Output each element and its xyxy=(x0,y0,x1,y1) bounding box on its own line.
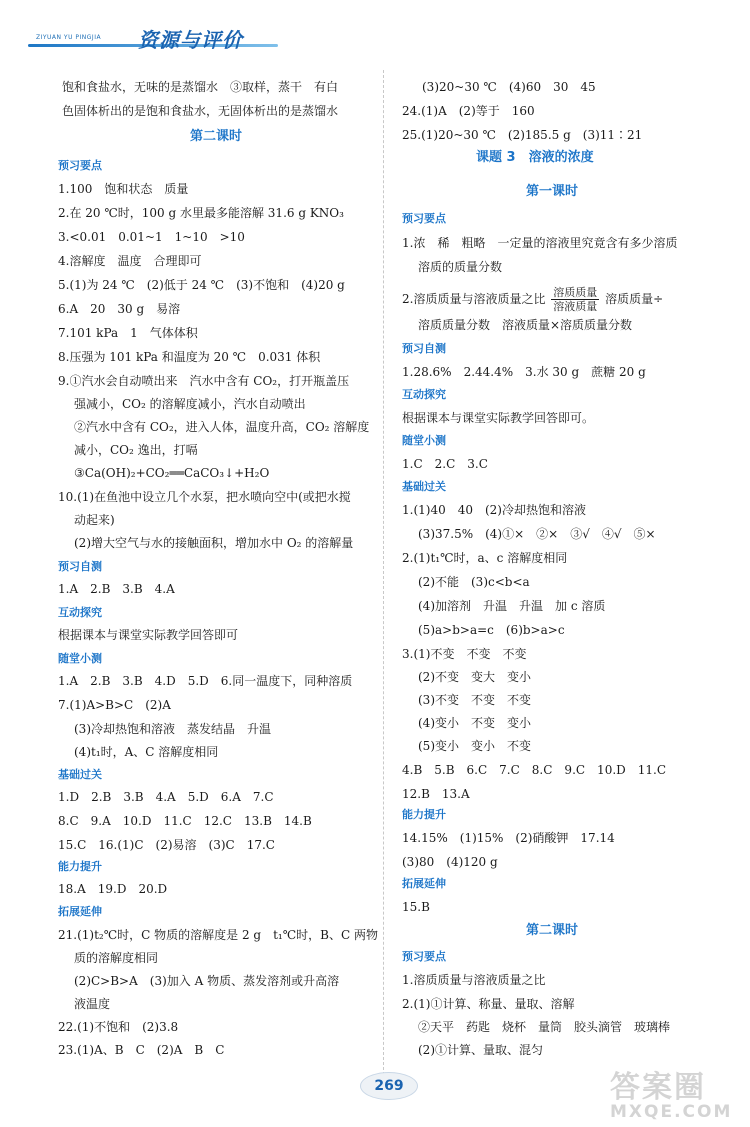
answer-line: 24.(1)A (2)等于 160 xyxy=(402,104,535,118)
book-header xyxy=(28,22,288,56)
answer-line: 5.(1)为 24 ℃ (2)低于 24 ℃ (3)不饱和 (4)20 g xyxy=(58,278,345,292)
answer-line: 18.A 19.D 20.D xyxy=(58,882,168,896)
answer-line: (5)变小 变小 不变 xyxy=(418,739,531,753)
section-title: 第一课时 xyxy=(526,184,579,199)
subsection-heading: 预习自测 xyxy=(58,560,102,573)
answer-line: 8.C 9.A 10.D 11.C 12.C 13.B 14.B xyxy=(58,814,312,828)
answer-line: (4)变小 不变 变小 xyxy=(418,716,531,730)
answer-line: 8.压强为 101 kPa 和温度为 20 ℃ 0.031 体积 xyxy=(58,350,321,364)
answer-line: (2)C>B>A (3)加入 A 物质、蒸发溶剂或升高溶 xyxy=(74,974,340,988)
answer-line: 21.(1)t₂℃时，C 物质的溶解度是 2 g t₁℃时，B、C 两物 xyxy=(58,928,378,942)
subsection-heading: 预习要点 xyxy=(402,950,446,963)
answer-line: 1.C 2.C 3.C xyxy=(402,457,488,471)
answer-line: (2)①计算、量取、混匀 xyxy=(418,1043,543,1057)
answer-line: 溶质的质量分数 xyxy=(418,260,503,274)
subsection-heading: 拓展延伸 xyxy=(402,877,446,890)
answer-line: 2.(1)①计算、称量、量取、溶解 xyxy=(402,997,575,1011)
subsection-heading: 预习自测 xyxy=(402,342,446,355)
answer-line: 液温度 xyxy=(74,997,111,1011)
page-number: 269 xyxy=(374,1078,404,1094)
answer-line: 3.<0.01 0.01~1 1~10 >10 xyxy=(58,230,245,244)
answer-line: (3)80 (4)120 g xyxy=(402,855,498,869)
answer-line: 1.D 2.B 3.B 4.A 5.D 6.A 7.C xyxy=(58,790,274,804)
subsection-heading: 随堂小测 xyxy=(402,434,446,447)
answer-line: 1.浓 稀 粗略 一定量的溶液里究竟含有多少溶质 xyxy=(402,236,678,250)
answer-line: 4.B 5.B 6.C 7.C 8.C 9.C 10.D 11.C xyxy=(402,763,667,777)
page-number-badge xyxy=(360,1072,418,1100)
subsection-heading: 随堂小测 xyxy=(58,652,102,665)
answer-line: (3)冷却热饱和溶液 蒸发结晶 升温 xyxy=(74,722,271,736)
answer-line: ③Ca(OH)₂+CO₂══CaCO₃↓+H₂O xyxy=(74,466,270,480)
answer-line: 2.在 20 ℃时，100 g 水里最多能溶解 31.6 g KNO₃ xyxy=(58,206,344,220)
answer-text: 2.溶质质量与溶液质量之比 xyxy=(402,292,546,306)
answer-line: (2)增大空气与水的接触面积，增加水中 O₂ 的溶解量 xyxy=(74,536,354,550)
topic-title: 课题 3 溶液的浓度 xyxy=(476,150,594,165)
answer-line: 根据课本与课堂实际教学回答即可 xyxy=(58,628,239,642)
header-title: 资源与评价 xyxy=(138,28,243,52)
answer-line: ②天平 药匙 烧杯 量筒 胶头滴管 玻璃棒 xyxy=(418,1020,671,1034)
subsection-heading: 预习要点 xyxy=(402,212,446,225)
answer-line: 6.A 20 30 g 易溶 xyxy=(58,302,181,316)
answer-line: 2.(1)t₁℃时，a、c 溶解度相同 xyxy=(402,551,568,565)
answer-line: 22.(1)不饱和 (2)3.8 xyxy=(58,1020,179,1034)
answer-line: ②汽水中含有 CO₂，进入人体，温度升高，CO₂ 溶解度 xyxy=(74,420,370,434)
answer-line: 溶质质量分数 溶液质量×溶质质量分数 xyxy=(418,318,633,332)
fraction-numerator: 溶质质量 xyxy=(553,286,598,299)
answer-line: (4)t₁时，A、C 溶解度相同 xyxy=(74,745,219,759)
answer-line: 14.15% (1)15% (2)硝酸钾 17.14 xyxy=(402,831,615,845)
answer-line: 25.(1)20~30 ℃ (2)185.5 g (3)11∶21 xyxy=(402,128,643,142)
answer-line: 动起来) xyxy=(74,513,115,527)
answer-line: 15.B xyxy=(402,900,430,914)
answer-line: 7.101 kPa 1 气体体积 xyxy=(58,326,198,340)
answer-line: (2)不能 (3)c<b<a xyxy=(418,575,530,589)
answer-line: 质的溶解度相同 xyxy=(74,951,159,965)
answer-line: (3)37.5% (4)①× ②× ③√ ④√ ⑤× xyxy=(418,527,656,541)
answer-line: 强减小，CO₂ 的溶解度减小，汽水自动喷出 xyxy=(74,397,306,411)
subsection-heading: 互动探究 xyxy=(58,606,102,619)
subsection-heading: 能力提升 xyxy=(402,808,446,821)
section-title: 第二课时 xyxy=(526,923,579,938)
column-divider xyxy=(383,70,384,1080)
answer-line: 10.(1)在鱼池中设立几个水泵，把水喷向空中(或把水搅 xyxy=(58,490,351,504)
answer-line: 减小，CO₂ 逸出，打嗝 xyxy=(74,443,198,457)
answer-line: 23.(1)A、B C (2)A B C xyxy=(58,1043,225,1057)
answer-line: 饱和食盐水，无味的是蒸馏水 ③取样，蒸干 有白 xyxy=(62,80,339,94)
watermark-logo-text: 答案圈 xyxy=(610,1070,706,1105)
answer-line: 1.28.6% 2.44.4% 3.水 30 g 蔗糖 20 g xyxy=(402,365,646,379)
subsection-heading: 互动探究 xyxy=(402,388,446,401)
answer-line: 1.溶质质量与溶液质量之比 xyxy=(402,973,546,987)
fraction-denominator: 溶液质量 xyxy=(553,300,598,313)
answer-line: 1.A 2.B 3.B 4.A xyxy=(58,582,175,596)
answer-line: (4)加溶剂 升温 升温 加 c 溶质 xyxy=(418,599,606,613)
header-pinyin: ZIYUAN YU PINGJIA xyxy=(36,34,102,41)
section-title: 第二课时 xyxy=(190,129,243,144)
answer-line: 1.100 饱和状态 质量 xyxy=(58,182,189,196)
answer-line: 12.B 13.A xyxy=(402,787,470,801)
watermark xyxy=(610,1072,740,1120)
answer-line: 1.(1)40 40 (2)冷却热饱和溶液 xyxy=(402,503,586,517)
subsection-heading: 基础过关 xyxy=(58,768,102,781)
fraction-line xyxy=(402,286,663,313)
watermark-url: MXQE.COM xyxy=(610,1102,733,1122)
subsection-heading: 拓展延伸 xyxy=(58,905,102,918)
subsection-heading: 能力提升 xyxy=(58,860,102,873)
subsection-heading: 预习要点 xyxy=(58,159,102,172)
answer-line: 7.(1)A>B>C (2)A xyxy=(58,698,171,712)
answer-line: 3.(1)不变 不变 不变 xyxy=(402,647,527,661)
answer-line: (5)a>b>a=c (6)b>a>c xyxy=(418,623,565,637)
fraction xyxy=(551,286,599,313)
answer-line: 色固体析出的是饱和食盐水，无固体析出的是蒸馏水 xyxy=(62,104,339,118)
answer-line: 1.A 2.B 3.B 4.D 5.D 6.同一温度下，同种溶质 xyxy=(58,674,353,688)
answer-line: 根据课本与课堂实际教学回答即可。 xyxy=(402,411,595,425)
answer-line: 15.C 16.(1)C (2)易溶 (3)C 17.C xyxy=(58,838,275,852)
answer-text: 溶质质量÷ xyxy=(605,292,664,306)
answer-line: 9.①汽水会自动喷出来 汽水中含有 CO₂，打开瓶盖压 xyxy=(58,374,350,388)
answer-line: (3)不变 不变 不变 xyxy=(418,693,531,707)
subsection-heading: 基础过关 xyxy=(402,480,446,493)
answer-line: 4.溶解度 温度 合理即可 xyxy=(58,254,202,268)
answer-line: (2)不变 变大 变小 xyxy=(418,670,531,684)
answer-line: (3)20~30 ℃ (4)60 30 45 xyxy=(422,80,596,94)
